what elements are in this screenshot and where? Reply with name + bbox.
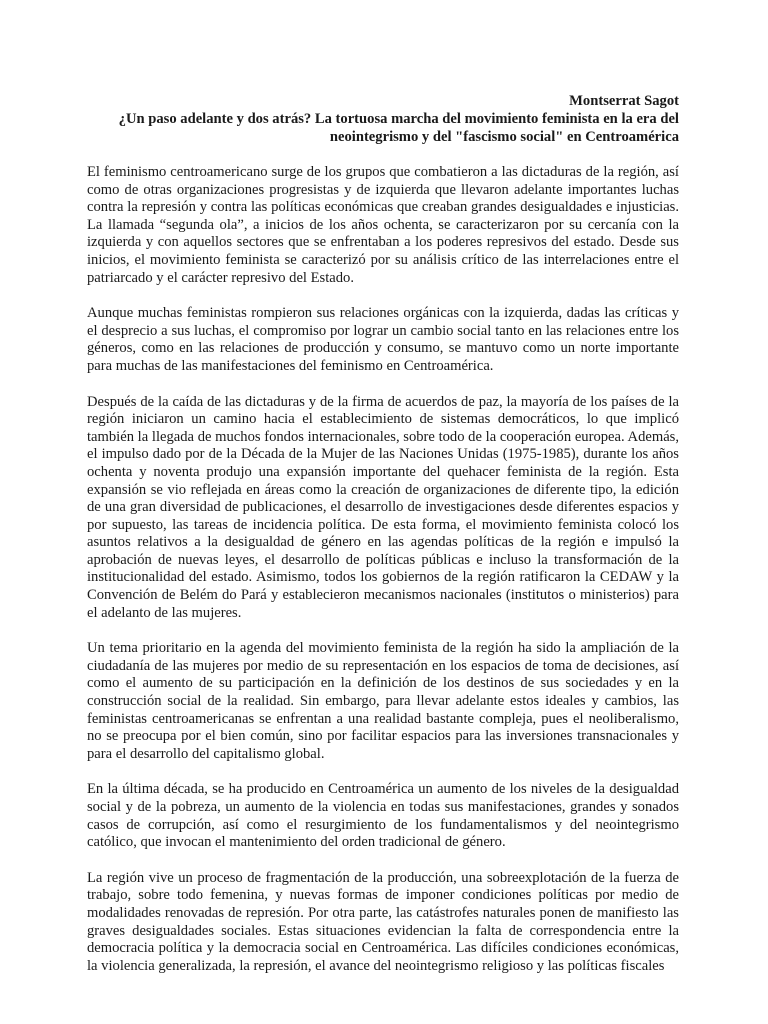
body-paragraph: Después de la caída de las dictaduras y de la firma de acuerdos de paz, la mayoría de los países de la región iniciaron un camino hacia el establecimiento de sistemas democráticos, lo que implicó también la llegada de muchos fondos internacionales, sobre todo de la cooperación europea. Además, el impulso dado por de la Década de la Mujer de las Naciones Unidas (1975-1985), durante los años ochenta y noventa produjo una expansión importante del quehacer feminista de la región. Esta expansión se vio reflejada en áreas como la creación de organizaciones de diferente tipo, la edición de una gran diversidad de publicaciones, el desarrollo de investigaciones desde diferentes espacios y por supuesto, las tareas de incidencia política. De esta forma, el movimiento feminista colocó los asuntos relativos a la desigualdad de género en las agendas políticas de la región e impulsó la aprobación de nuevas leyes, el desarrollo de políticas públicas e incluso la transformación de la institucionalidad del estado. Asimismo, todos los gobiernos de la región ratificaron la CEDAW y la Convención de Belém do Pará y establecieron mecanismos nacionales (institutos o ministerios) para el adelanto de las mujeres. [87,393,679,621]
document-title-line-1: ¿Un paso adelante y dos atrás? La tortuosa marcha del movimiento feminista en la era del [118,111,679,127]
document-header [87,92,679,146]
body-paragraph: Un tema prioritario en la agenda del movimiento feminista de la región ha sido la ampliación de la ciudadanía de las mujeres por medio de su representación en los espacios de toma de decisiones, así como el aumento de su participación en la definición de los destinos de sus sociedades y en la construcción social de la realidad. Sin embargo, para llevar adelante estos ideales y cambios, las feministas centroamericanas se enfrentan a una realidad bastante compleja, pues el neoliberalismo, no se preocupa por el bien común, sino por facilitar espacios para las inversiones transnacionales y para el desarrollo del capitalismo global. [87,640,679,762]
body-paragraph: El feminismo centroamericano surge de los grupos que combatieron a las dictaduras de la región, así como de otras organizaciones progresistas y de izquierda que llevaron adelante importantes luchas contra la represión y contra las políticas económicas que creaban grandes desigualdades e injusticias. La llamada “segunda ola”, a inicios de los años ochenta, se caracterizaron por su cercanía con la izquierda y con aquellos sectores que se enfrentaban a los poderes represivos del estado. Desde sus inicios, el movimiento feminista se caracterizó por su análisis crítico de las interrelaciones entre el patriarcado y el carácter represivo del Estado. [87,164,679,286]
document-body [87,164,679,975]
body-paragraph: Aunque muchas feministas rompieron sus relaciones orgánicas con la izquierda, dadas las críticas y el desprecio a sus luchas, el compromiso por lograr un cambio social tanto en las relaciones entre los géneros, como en las relaciones de producción y consumo, se mantuvo como un norte importante para muchas de las manifestaciones del feminismo en Centroamérica. [87,305,679,374]
author-name: Montserrat Sagot [569,93,679,109]
document-page [87,92,679,993]
body-paragraph: La región vive un proceso de fragmentación de la producción, una sobreexplotación de la fuerza de trabajo, sobre todo femenina, y nuevas formas de imponer condiciones políticas por medio de modalidades renovadas de represión. Por otra parte, las catástrofes naturales ponen de manifiesto las graves desigualdades sociales. Estas situaciones evidencian la falta de correspondencia entre la democracia política y la democracia social en Centroamérica. Las difíciles condiciones económicas, la violencia generalizada, la represión, el avance del neointegrismo religioso y las políticas fiscales [87,869,679,974]
body-paragraph: En la última década, se ha producido en Centroamérica un aumento de los niveles de la desigualdad social y de la pobreza, un aumento de la violencia en todas sus manifestaciones, grandes y sonados casos de corrupción, así como el resurgimiento de los fundamentalismos y del neointegrismo católico, que invocan el mantenimiento del orden tradicional de género. [87,781,679,851]
document-title-line-2: neointegrismo y del "fascismo social" en Centroamérica [329,129,679,145]
